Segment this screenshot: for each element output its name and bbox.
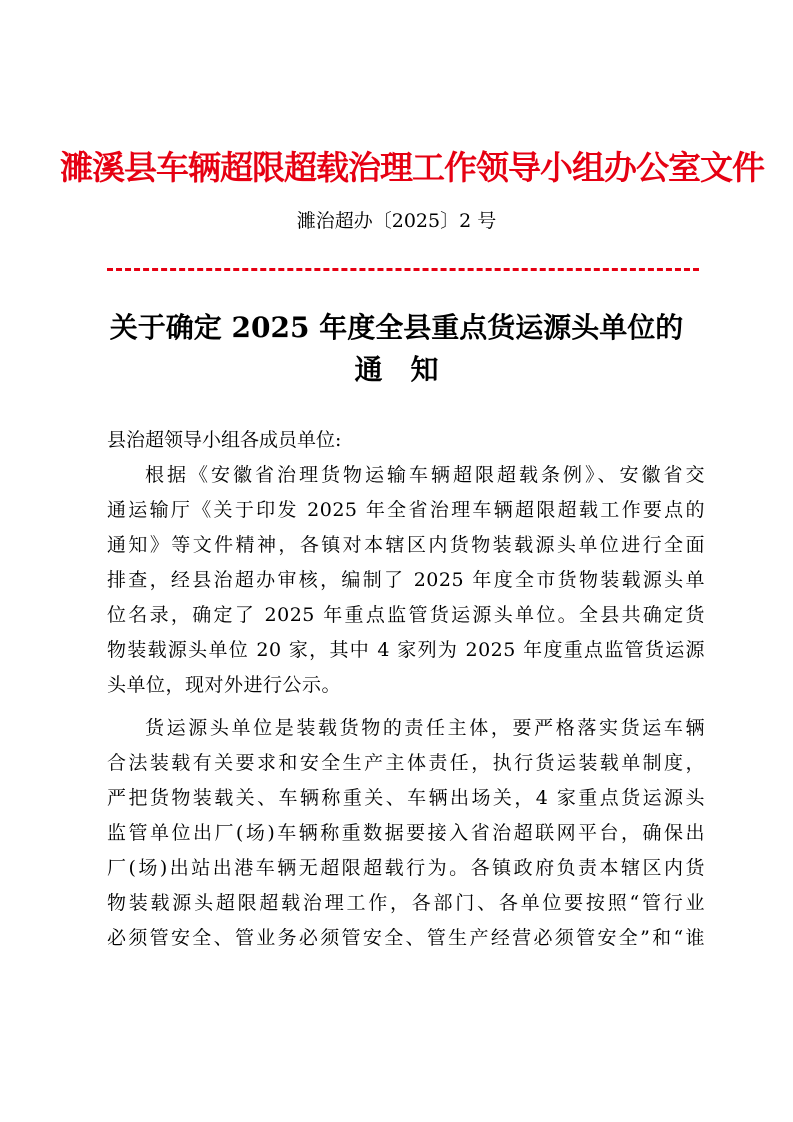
paragraph-line: 头单位，现对外进行公示。 (107, 674, 342, 696)
paragraph-line: 物装载源头单位 20 家，其中 4 家列为 2025 年度重点监管货运源 (107, 639, 705, 661)
paragraph-line: 排查，经县治超办审核，编制了 2025 年度全市货物装载源头单 (107, 569, 705, 591)
notice-title-line-1: 关于确定 2025 年度全县重点货运源头单位的 (109, 311, 684, 344)
body-paragraph-1 (107, 458, 705, 703)
paragraph-line: 合法装载有关要求和安全生产主体责任，执行货运装载单制度， (107, 752, 705, 774)
paragraph-line: 严把货物装载关、车辆称重关、车辆出场关，4 家重点货运源头 (107, 787, 705, 809)
notice-title (80, 307, 713, 391)
red-divider-line (107, 268, 699, 271)
paragraph-line: 位名录，确定了 2025 年重点监管货运源头单位。全县共确定货 (107, 604, 705, 626)
paragraph-line: 物装载源头超限超载治理工作，各部门、各单位要按照“管行业 (107, 892, 705, 914)
notice-title-line-2: 通 知 (354, 353, 439, 386)
document-number: 濉治超办〔2025〕2 号 (296, 210, 497, 232)
paragraph-line: 通运输厅《关于印发 2025 年全省治理车辆超限超载工作要点的 (107, 499, 705, 521)
paragraph-line: 通知》等文件精神，各镇对本辖区内货物装载源头单位进行全面 (107, 534, 705, 556)
paragraph-line: 厂(场)出站出港车辆无超限超载行为。各镇政府负责本辖区内货 (107, 857, 705, 879)
notice-body (107, 458, 705, 956)
body-paragraph-2 (107, 711, 705, 956)
paragraph-line: 根据《安徽省治理货物运输车辆超限超载条例》、安徽省交 (145, 464, 705, 486)
paragraph-line: 货运源头单位是装载货物的责任主体，要严格落实货运车辆 (145, 717, 705, 739)
addressee: 县治超领导小组各成员单位: (107, 429, 342, 451)
paragraph-line: 必须管安全、管业务必须管安全、管生产经营必须管安全”和“谁 (107, 927, 705, 949)
issuing-office-title: 濉溪县车辆超限超载治理工作领导小组办公室文件 (60, 148, 764, 187)
paragraph-line: 监管单位出厂(场)车辆称重数据要接入省治超联网平台，确保出 (107, 822, 705, 844)
